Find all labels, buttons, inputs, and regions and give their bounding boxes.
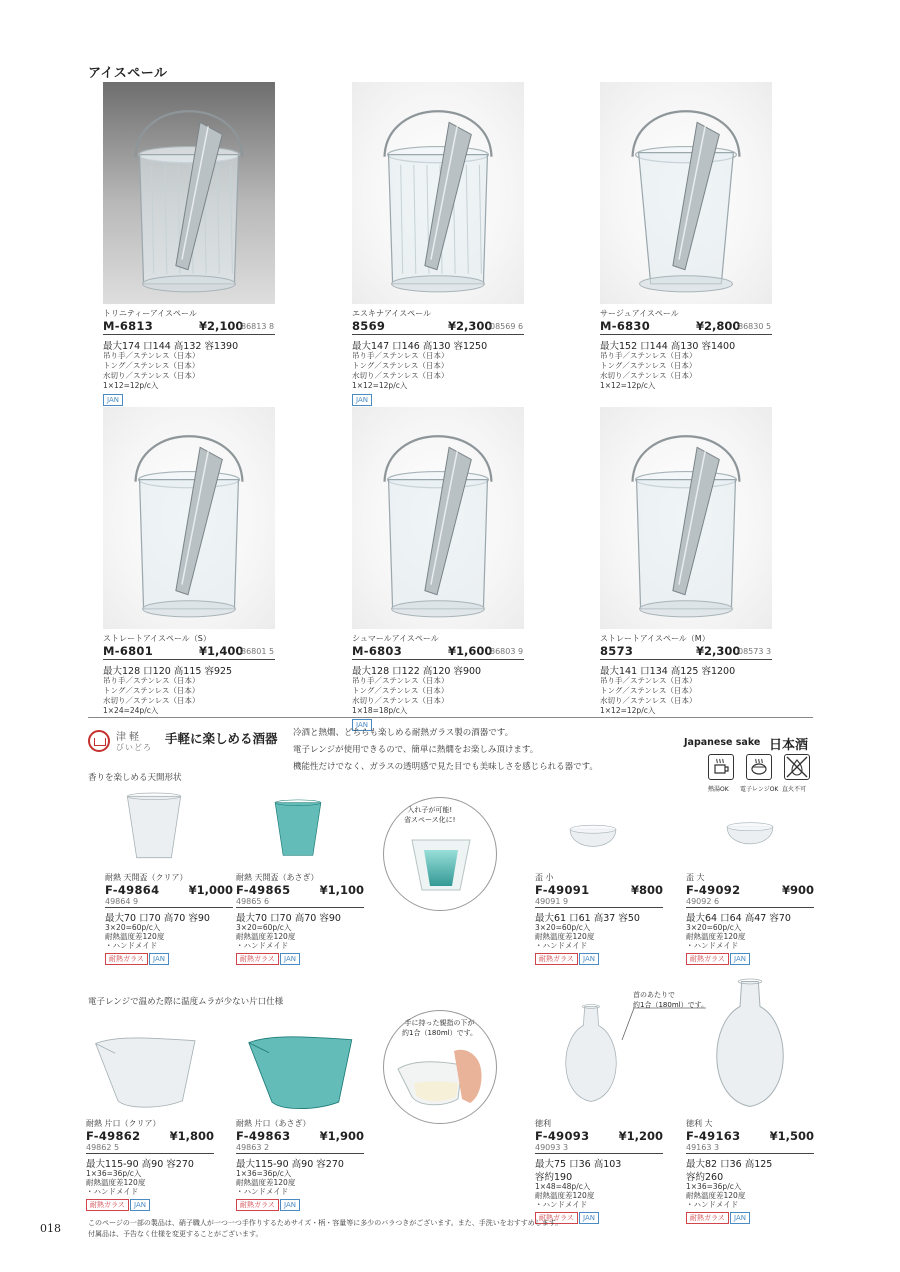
product-code: F-49092 — [686, 883, 741, 897]
jan-code: 49863 2 — [236, 1143, 270, 1152]
product-spec-line: 耐熱温度差120度 — [236, 932, 296, 941]
product-spec-line: 水切り／ステンレス（日本） — [352, 371, 449, 380]
page-number: 018 — [40, 1222, 61, 1235]
jan-code: 49093 3 — [535, 1143, 569, 1152]
divider — [236, 1153, 364, 1154]
product-spec-line: トング／ステンレス（日本） — [352, 686, 449, 695]
product-photo — [258, 787, 338, 871]
product-price: ¥1,000 — [188, 883, 233, 897]
product-price: ¥1,800 — [169, 1129, 214, 1143]
product-price: ¥1,600 — [448, 644, 493, 658]
product-spec-line: 水切り／ステンレス（日本） — [103, 696, 200, 705]
callout-line: 約1合（180ml）です。 — [633, 1001, 709, 1009]
product-name: エスキナアイスペール — [352, 309, 432, 318]
product-spec-line: 耐熱温度差120度 — [105, 932, 165, 941]
product-spec-line: ・ハンドメイド — [86, 1187, 139, 1196]
product-code: F-49091 — [535, 883, 590, 897]
product-code: M-6830 — [600, 319, 651, 333]
product-spec-line: 吊り手／ステンレス（日本） — [600, 676, 697, 685]
note-line: このページの一部の製品は、硝子職人が一つ一つ手作りするためサイズ・柄・容量等に多少のバラつきがございます。また、手洗いをおすすめします。 — [88, 1219, 563, 1227]
jan-code: 08573 3 — [738, 647, 772, 656]
jan-code: 49862 5 — [86, 1143, 120, 1152]
product-name: 盃 小 — [535, 873, 554, 882]
product-dimensions: 最大147 口146 高130 容1250 — [352, 341, 488, 352]
divider — [535, 907, 663, 908]
product-name: 耐熱 天開盃（クリア） — [105, 873, 188, 882]
section-title: アイスペール — [88, 66, 168, 81]
product-spec-line: 水切り／ステンレス（日本） — [600, 696, 697, 705]
divider — [600, 334, 772, 335]
jan-code: 49163 3 — [686, 1143, 720, 1152]
product-spec-line: 耐熱温度差120度 — [86, 1178, 146, 1187]
product-code: F-49864 — [105, 883, 160, 897]
product-name: ストレートアイスペール（S） — [103, 634, 211, 643]
product-spec-line: 1×12=12p/c入 — [600, 381, 656, 390]
product-code: 8569 — [352, 319, 386, 333]
product-dimensions: 最大70 口70 高70 容90 — [236, 913, 341, 924]
divider — [103, 659, 275, 660]
product-spec-line: 1×36=36p/c入 — [86, 1169, 142, 1178]
divider — [352, 334, 524, 335]
product-capacity: 容約190 — [535, 1172, 573, 1183]
brand-name: 津軽 — [116, 732, 142, 743]
product-spec-line: 水切り／ステンレス（日本） — [103, 371, 200, 380]
product-price: ¥2,300 — [696, 644, 741, 658]
product-dimensions: 最大61 口61 高37 容50 — [535, 913, 640, 924]
product-price: ¥2,800 — [696, 319, 741, 333]
jan-code: 86813 8 — [241, 322, 275, 331]
product-name: 耐熱 片口（クリア） — [86, 1119, 161, 1128]
product-photo — [243, 1016, 359, 1120]
product-spec-line: 3×20=60p/c入 — [105, 923, 161, 932]
product-spec-line: トング／ステンレス（日本） — [352, 361, 449, 370]
product-price: ¥2,100 — [199, 319, 244, 333]
divider — [352, 659, 524, 660]
jan-code: 49091 9 — [535, 897, 569, 906]
product-spec-line: ・ハンドメイド — [236, 941, 289, 950]
product-photo — [710, 806, 790, 868]
product-spec-line: 1×12=12p/c入 — [352, 381, 408, 390]
footer-note — [88, 1218, 562, 1240]
heat-resistant-badge: 耐熱ガラス — [105, 953, 148, 965]
product-spec-line: 3×20=60p/c入 — [535, 923, 591, 932]
jan-code: 86801 5 — [241, 647, 275, 656]
product-dimensions: 最大152 口144 高130 容1400 — [600, 341, 736, 352]
divider — [236, 907, 364, 908]
product-spec-line: 3×20=60p/c入 — [686, 923, 742, 932]
brand-subname: びいどろ — [116, 743, 152, 752]
product-spec-line: 耐熱温度差120度 — [535, 1191, 595, 1200]
jan-code: 49864 9 — [105, 897, 139, 906]
divider — [86, 1153, 214, 1154]
hot-water-icon — [708, 754, 734, 780]
product-spec-line: 1×36=36p/c入 — [686, 1182, 742, 1191]
jan-code: 08569 6 — [490, 322, 524, 331]
divider — [686, 1153, 814, 1154]
product-spec-line: 耐熱温度差120度 — [535, 932, 595, 941]
product-dimensions: 最大64 口64 高47 容70 — [686, 913, 791, 924]
product-code: M-6801 — [103, 644, 154, 658]
divider — [600, 659, 772, 660]
product-spec-line: ・ハンドメイド — [686, 941, 739, 950]
section-divider — [88, 717, 813, 718]
nesting-callout-text — [404, 805, 455, 825]
product-spec-line: ・ハンドメイド — [535, 1200, 588, 1209]
callout-leader-line — [620, 1004, 710, 1044]
product-photo — [553, 812, 633, 867]
product-dimensions: 最大128 口120 高115 容925 — [103, 666, 233, 677]
category-title-jp: 日本酒 — [769, 738, 809, 753]
product-name: 盃 大 — [686, 873, 705, 882]
product-spec-line: 水切り／ステンレス（日本） — [600, 371, 697, 380]
no-direct-fire-icon — [784, 754, 810, 780]
product-price: ¥1,200 — [618, 1129, 663, 1143]
product-spec-line: ・ハンドメイド — [236, 1187, 289, 1196]
heat-resistant-badge: 耐熱ガラス — [535, 953, 578, 965]
product-photo — [90, 1016, 202, 1120]
product-code: F-49163 — [686, 1129, 741, 1143]
product-code: M-6813 — [103, 319, 154, 333]
product-photo — [600, 407, 772, 629]
product-spec-line: トング／ステンレス（日本） — [103, 686, 200, 695]
subheading-katakuchi: 電子レンジで温めた際に温度ムラが少ない片口仕様 — [88, 997, 284, 1007]
product-photo — [103, 407, 275, 629]
product-photo — [600, 82, 772, 304]
divider — [686, 907, 814, 908]
product-code: M-6803 — [352, 644, 403, 658]
divider — [535, 1153, 663, 1154]
callout-line: 手に持った親指の下が — [404, 1019, 475, 1027]
category-title-en: Japanese sake — [684, 737, 761, 748]
product-dimensions: 最大75 口36 高103 — [535, 1159, 622, 1170]
jan-badge: JAN — [280, 953, 300, 965]
product-code: F-49865 — [236, 883, 291, 897]
product-name: サージュアイスペール — [600, 309, 679, 318]
callout-line: 約1合（180ml）です。 — [402, 1029, 478, 1037]
jan-badge: JAN — [103, 394, 123, 406]
product-price: ¥900 — [781, 883, 814, 897]
microwave-icon — [746, 754, 772, 780]
sake-description — [293, 725, 598, 776]
product-spec-line: ・ハンドメイド — [105, 941, 158, 950]
icon-label: 電子レンジOK — [740, 786, 779, 793]
jan-badge: JAN — [579, 953, 599, 965]
product-spec-line: 吊り手／ステンレス（日本） — [600, 351, 697, 360]
product-spec-line: 吊り手／ステンレス（日本） — [352, 676, 449, 685]
product-price: ¥2,300 — [448, 319, 493, 333]
description-line: 電子レンジが使用できるので、簡単に熱燗をお楽しみ頂けます。 — [293, 745, 539, 755]
product-price: ¥1,500 — [769, 1129, 814, 1143]
product-code: 8573 — [600, 644, 634, 658]
product-spec-line: 1×12=12p/c入 — [600, 706, 656, 715]
jan-badge: JAN — [149, 953, 169, 965]
heat-resistant-badge: 耐熱ガラス — [686, 1212, 729, 1224]
product-dimensions: 最大128 口122 高120 容900 — [352, 666, 482, 677]
product-name: ストレートアイスペール（M） — [600, 634, 710, 643]
product-name: 耐熱 天開盃（あさぎ） — [236, 873, 319, 882]
product-name: トリニティーアイスペール — [103, 309, 197, 318]
product-name: 耐熱 片口（あさぎ） — [236, 1119, 311, 1128]
callout-line: 首のあたりで — [633, 991, 675, 999]
product-dimensions: 最大70 口70 高70 容90 — [105, 913, 210, 924]
product-spec-line: トング／ステンレス（日本） — [103, 361, 200, 370]
product-spec-line: ・ハンドメイド — [686, 1200, 739, 1209]
subheading-tenkai: 香りを楽しめる天開形状 — [88, 773, 182, 783]
jan-badge: JAN — [730, 1212, 750, 1224]
product-name: 徳利 大 — [686, 1119, 713, 1128]
jan-badge: JAN — [280, 1199, 300, 1211]
product-spec-line: ・ハンドメイド — [535, 941, 588, 950]
heat-resistant-badge: 耐熱ガラス — [535, 1212, 578, 1224]
jan-code: 86830 5 — [738, 322, 772, 331]
product-spec-line: 3×20=60p/c入 — [236, 923, 292, 932]
product-spec-line: 1×24=24p/c入 — [103, 706, 159, 715]
sake-headline: 手軽に楽しめる酒器 — [165, 731, 278, 746]
icon-label: 直火不可 — [782, 786, 807, 793]
brand-logo-icon — [88, 730, 110, 752]
heat-resistant-badge: 耐熱ガラス — [686, 953, 729, 965]
product-price: ¥1,900 — [319, 1129, 364, 1143]
jan-badge: JAN — [579, 1212, 599, 1224]
callout-line: 省スペース化に! — [404, 816, 456, 824]
product-spec-line: 吊り手／ステンレス（日本） — [352, 351, 449, 360]
capacity-callout-text — [402, 1018, 477, 1038]
product-dimensions: 最大115-90 高90 容270 — [86, 1159, 194, 1170]
description-line: 冷酒と熱燗、どちらも楽しめる耐熱ガラス製の酒器です。 — [293, 728, 514, 738]
jan-badge: JAN — [730, 953, 750, 965]
product-photo — [104, 787, 204, 867]
product-photo — [352, 82, 524, 304]
product-spec-line: 水切り／ステンレス（日本） — [352, 696, 449, 705]
product-code: F-49863 — [236, 1129, 291, 1143]
note-line: 付属品は、予告なく仕様を変更することがございます。 — [88, 1230, 263, 1238]
heat-resistant-badge: 耐熱ガラス — [236, 953, 279, 965]
product-spec-line: 吊り手／ステンレス（日本） — [103, 351, 200, 360]
product-spec-line: 耐熱温度差120度 — [686, 1191, 746, 1200]
product-code: F-49862 — [86, 1129, 141, 1143]
product-photo — [700, 970, 800, 1118]
product-photo — [103, 82, 275, 304]
product-spec-line: 1×36=36p/c入 — [236, 1169, 292, 1178]
jan-badge: JAN — [130, 1199, 150, 1211]
product-spec-line: 1×12=12p/c入 — [103, 381, 159, 390]
description-line: 機能性だけでなく、ガラスの透明感で見た目でも美味しさを感じられる器です。 — [293, 762, 598, 772]
heat-resistant-badge: 耐熱ガラス — [236, 1199, 279, 1211]
product-spec-line: 1×18=18p/c入 — [352, 706, 408, 715]
jan-badge: JAN — [352, 394, 372, 406]
product-dimensions: 最大82 口36 高125 — [686, 1159, 773, 1170]
callout-line: 入れ子が可能! — [407, 806, 453, 814]
product-spec-line: 1×48=48p/c入 — [535, 1182, 591, 1191]
product-name: シュマールアイスペール — [352, 634, 439, 643]
heat-resistant-badge: 耐熱ガラス — [86, 1199, 129, 1211]
jan-code: 49092 6 — [686, 897, 720, 906]
product-code: F-49093 — [535, 1129, 590, 1143]
product-spec-line: 耐熱温度差120度 — [686, 932, 746, 941]
product-price: ¥800 — [630, 883, 663, 897]
product-price: ¥1,100 — [319, 883, 364, 897]
product-spec-line: トング／ステンレス（日本） — [600, 361, 697, 370]
product-spec-line: 耐熱温度差120度 — [236, 1178, 296, 1187]
product-photo — [553, 992, 629, 1116]
divider — [105, 907, 233, 908]
product-price: ¥1,400 — [199, 644, 244, 658]
icon-label: 熱湯OK — [708, 786, 729, 793]
product-photo — [352, 407, 524, 629]
product-spec-line: 吊り手／ステンレス（日本） — [103, 676, 200, 685]
jan-code: 86803 9 — [490, 647, 524, 656]
jan-badge: JAN — [352, 719, 372, 731]
product-name: 徳利 — [535, 1119, 551, 1128]
jan-code: 49865 6 — [236, 897, 270, 906]
divider — [103, 334, 275, 335]
product-spec-line: トング／ステンレス（日本） — [600, 686, 697, 695]
product-dimensions: 最大174 口144 高132 容1390 — [103, 341, 239, 352]
product-dimensions: 最大115-90 高90 容270 — [236, 1159, 344, 1170]
product-capacity: 容約260 — [686, 1172, 724, 1183]
product-dimensions: 最大141 口134 高125 容1200 — [600, 666, 736, 677]
